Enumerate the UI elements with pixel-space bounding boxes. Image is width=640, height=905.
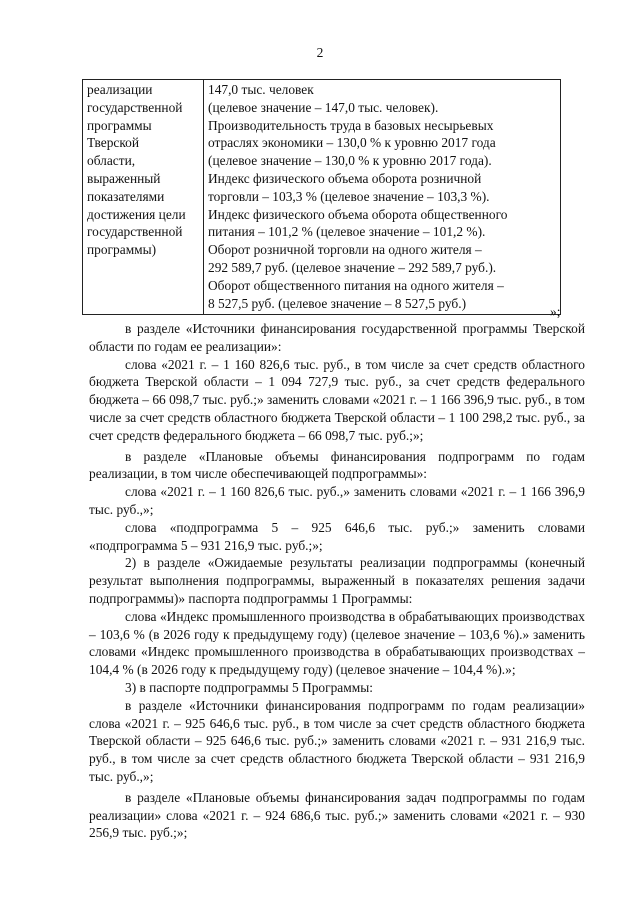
table-cell-values <box>204 80 561 315</box>
document-body <box>89 320 585 842</box>
paragraph: в разделе «Источники финансирования подпрограмм по годам реализации» слова «2021 г. – 925 646,6 тыс. руб., в том числе за счет средств областного бюджета Тверской области – 925 646,6 тыс. руб.;» заменить словами «2021 г. – 931 216,9 тыс. руб., в том числе за счет средств областного бюджета Тверской области – 931 216,9 тыс. руб.,»; <box>89 697 585 784</box>
paragraph: слова «2021 г. – 1 160 826,6 тыс. руб., в том числе за счет средств областного бюджета Тверской области – 1 094 727,9 тыс. руб., за счет средств федерального бюджета – 66 098,7 тыс. руб.;» заменить словами «2021 г. – 1 166 396,9 тыс. руб., в том числе за счет средств областного бюджета Тверской области – 1 100 298,2 тыс. руб., за счет средств федерального бюджета – 66 098,7 тыс. руб.;»; <box>89 356 585 443</box>
closing-quote: »; <box>550 304 561 319</box>
cell-line: 292 589,7 руб. (целевое значение – 292 589,7 руб.). <box>208 259 497 275</box>
cell-line: Оборот общественного питания на одного жителя – <box>208 277 504 293</box>
cell-line: 8 527,5 руб. (целевое значение – 8 527,5 руб.) <box>208 295 467 311</box>
paragraph: в разделе «Плановые объемы финансирования задач подпрограммы по годам реализации» слова «2021 г. – 924 686,6 тыс. руб.;» заменить словами «2021 г. – 930 256,9 тыс. руб.;»; <box>89 789 585 841</box>
cell-line: Индекс физического объема оборота общественного <box>208 206 508 222</box>
cell-line: 147,0 тыс. человек <box>208 82 314 97</box>
cell-line: (целевое значение – 130,0 % к уровню 2017 года). <box>208 153 492 169</box>
paragraph: слова «2021 г. – 1 160 826,6 тыс. руб.,» заменить словами «2021 г. – 1 166 396,9 тыс. руб.,»; <box>89 484 585 517</box>
paragraph: слова «подпрограмма 5 – 925 646,6 тыс. руб.;» заменить словами «подпрограмма 5 – 931 216,9 тыс. руб.;»; <box>89 519 585 553</box>
table-row <box>83 80 561 315</box>
cell-line: выраженный <box>87 170 161 186</box>
paragraph: 3) в паспорте подпрограммы 5 Программы: <box>125 679 373 695</box>
table-cell-label <box>83 80 204 315</box>
paragraph: слова «Индекс промышленного производства в обрабатывающих производствах – 103,6 % (в 2026 году к предыдущему году) (целевое значение – 103,6 %).» заменить словами «Индекс промышленного производства в обрабатывающих производствах – 104,4 % (в 2026 году к предыдущему году) (целевое значение – 104,4 %).»; <box>89 608 585 678</box>
cell-line: Тверской <box>87 135 140 151</box>
cell-line: достижения цели <box>87 206 186 222</box>
cell-line: Производительность труда в базовых несырьевых <box>208 117 494 133</box>
cell-line: области, <box>87 153 136 169</box>
cell-line: программы <box>87 117 152 133</box>
cell-line: питания – 101,2 % (целевое значение – 101,2 %). <box>208 224 486 240</box>
cell-line: Оборот розничной торговли на одного жителя – <box>208 242 482 258</box>
cell-line: программы) <box>87 242 157 258</box>
program-indicators-table <box>82 79 561 315</box>
cell-line: торговли – 103,3 % (целевое значение – 103,3 %). <box>208 188 490 204</box>
page-number: 2 <box>316 45 324 60</box>
paragraph: в разделе «Плановые объемы финансирования подпрограмм по годам реализации, в том числе обеспечивающей подпрограммы»: <box>89 448 585 482</box>
cell-line: (целевое значение – 147,0 тыс. человек). <box>208 99 439 115</box>
paragraph: 2) в разделе «Ожидаемые результаты реализации подпрограммы (конечный результат выполнения подпрограммы, выраженный в показателях решения задачи подпрограммы)» паспорта подпрограммы 1 Программы: <box>89 555 585 606</box>
cell-line: государственной <box>87 224 183 240</box>
paragraph: в разделе «Источники финансирования государственной программы Тверской области по годам ее реализации»: <box>89 321 585 354</box>
cell-line: показателями <box>87 188 165 204</box>
cell-line: отраслях экономики – 130,0 % к уровню 2017 года <box>208 135 496 151</box>
cell-line: Индекс физического объема оборота розничной <box>208 170 482 186</box>
cell-line: реализации <box>87 82 153 97</box>
cell-line: государственной <box>87 99 183 115</box>
